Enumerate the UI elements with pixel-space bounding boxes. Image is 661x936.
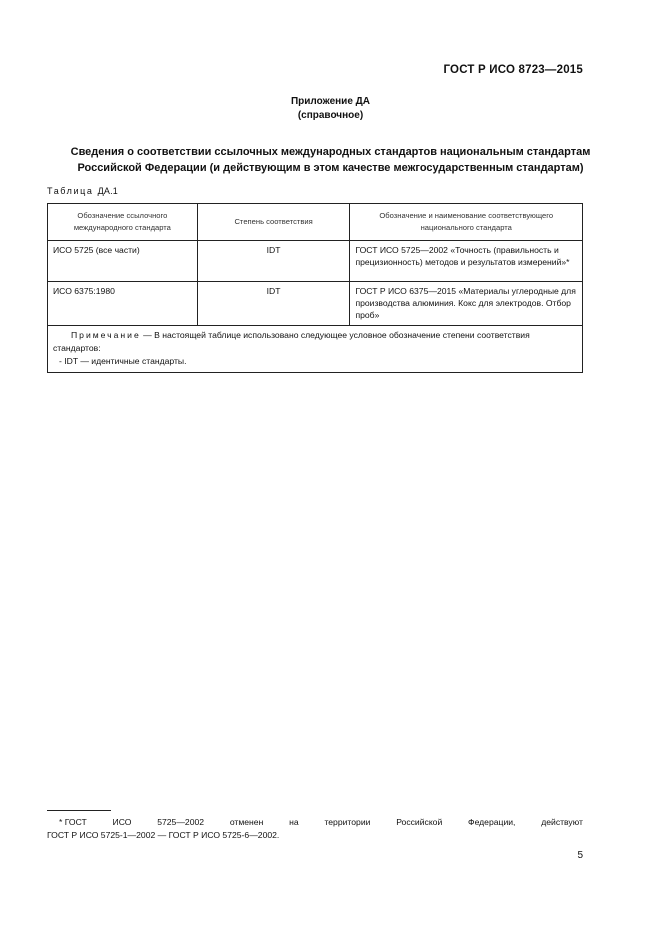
footnote-divider (47, 810, 111, 811)
footnote-word: ИСО (112, 817, 132, 827)
table-row (48, 241, 583, 282)
footnote-word: * ГОСТ (59, 817, 87, 827)
footnote-word: отменен (229, 817, 264, 827)
table-header-row (48, 204, 583, 241)
appendix-title: Приложение ДА (290, 96, 371, 107)
cell-intl-standard: ИСО 5725 (все части) (48, 241, 198, 282)
document-code: ГОСТ Р ИСО 8723—2015 (443, 64, 583, 76)
footnote-word: территории (324, 817, 371, 827)
table-row (48, 282, 583, 326)
table-caption (47, 186, 118, 196)
footnote-line-1 (47, 816, 583, 829)
footnote-word: на (289, 817, 299, 827)
appendix-block (0, 95, 661, 123)
footnote-word: Российской (396, 817, 443, 827)
section-heading: Сведения о соответствии ссылочных международных стандартов национальным стандартам Российской Федерации (и действующим в этом качестве межгосударственным стандартам) (70, 146, 591, 174)
header-degree: Степень соответствия (197, 204, 350, 241)
note-label: Примечание (71, 330, 141, 340)
table-note-row (48, 326, 583, 373)
cell-degree: IDT (197, 282, 350, 326)
correspondence-table (47, 203, 583, 373)
appendix-subtitle: (справочное) (297, 110, 364, 121)
note-text: — В настоящей таблице использовано следующее условное обозначение степени соответствия стандартов: (53, 330, 530, 353)
table-caption-word: Таблица (47, 186, 94, 196)
header-national-standard: Обозначение и наименование соответствующего национального стандарта (350, 204, 583, 241)
cell-degree: IDT (197, 241, 350, 282)
footnote-word: 5725—2002 (157, 817, 205, 827)
footnote-word: действуют (541, 817, 583, 827)
cell-national-standard: ГОСТ ИСО 5725—2002 «Точность (правильность и прецизионность) методов и результатов измерений»* (350, 241, 583, 282)
footnote (47, 816, 583, 842)
cell-intl-standard: ИСО 6375:1980 (48, 282, 198, 326)
note-item: - IDT — идентичные стандарты. (59, 356, 187, 366)
table-caption-number: ДА.1 (97, 186, 119, 196)
footnote-word: Федерации, (468, 817, 516, 827)
page-number: 5 (577, 850, 583, 861)
footnote-line-2: ГОСТ Р ИСО 5725-1—2002 — ГОСТ Р ИСО 5725-6—2002. (47, 830, 280, 840)
header-intl-standard: Обозначение ссылочного международного стандарта (48, 204, 198, 241)
table-note (48, 326, 583, 373)
cell-national-standard: ГОСТ Р ИСО 6375—2015 «Материалы углеродные для производства алюминия. Кокс для электродов. Отбор проб» (350, 282, 583, 326)
